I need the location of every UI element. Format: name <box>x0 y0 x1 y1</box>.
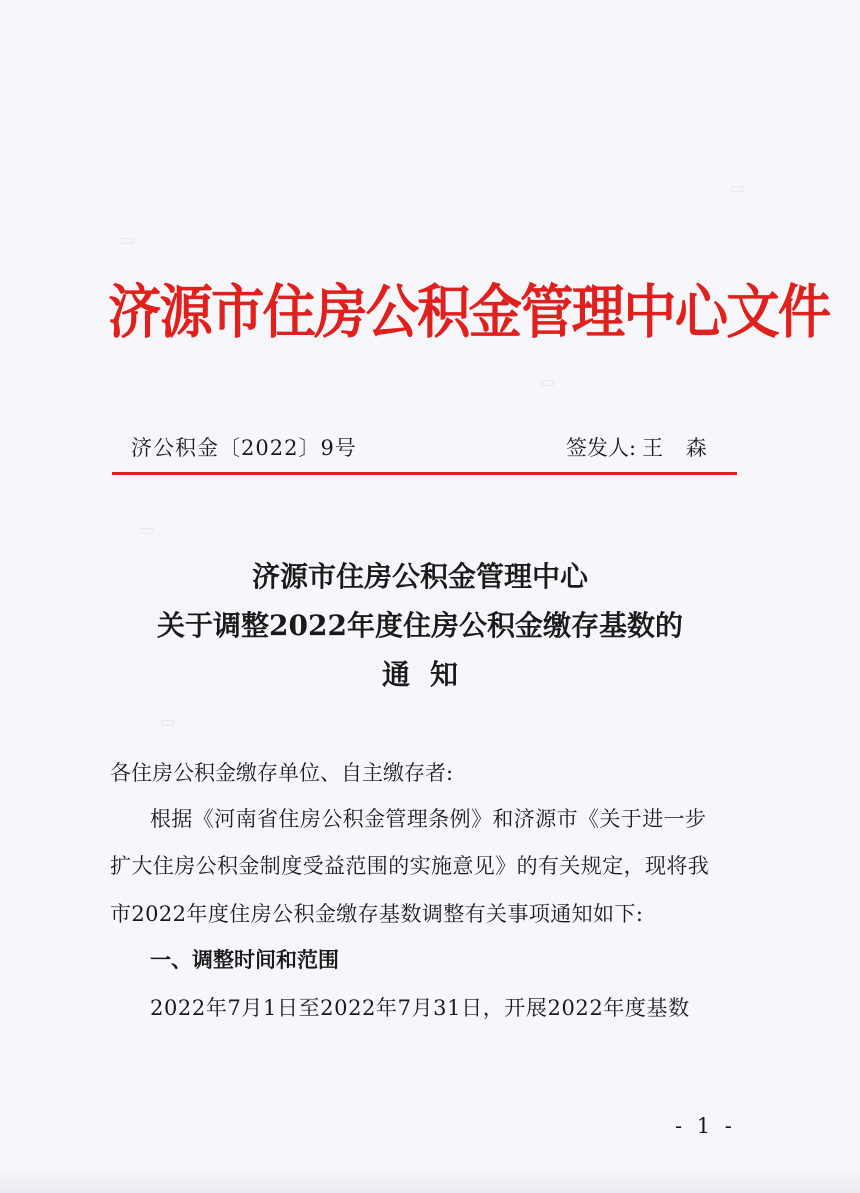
signer-block <box>566 432 715 462</box>
salutation: 各住房公积金缴存单位、自主缴存者: <box>110 761 454 785</box>
show-through-mark: ▭ <box>120 230 136 249</box>
paragraph-1-line-2: 扩大住房公积金制度受益范围的实施意见》的有关规定，现将我 <box>110 854 710 878</box>
notice-title-line-3: 通知 <box>381 658 478 691</box>
document-number: 济公积金〔2022〕9号 <box>131 436 357 460</box>
signer-name: 王 森 <box>642 436 715 460</box>
show-through-mark: ▭ <box>160 712 176 731</box>
page-number: - 1 - <box>675 1114 736 1138</box>
signer-label: 签发人: <box>566 436 637 460</box>
paragraph-2-line-1: 2022年7月1日至2022年7月31日，开展2022年度基数 <box>150 996 690 1020</box>
paragraph-1-line-1: 根据《河南省住房公积金管理条例》和济源市《关于进一步 <box>150 807 707 831</box>
scan-edge-shading <box>0 1165 860 1193</box>
notice-title-line-1: 济源市住房公积金管理中心 <box>251 560 588 593</box>
organization-header-title: 济源市住房公积金管理中心文件 <box>108 278 830 346</box>
paragraph-1-line-3: 市2022年度住房公积金缴存基数调整有关事项通知如下: <box>110 902 644 926</box>
show-through-mark: ▭ <box>140 520 156 539</box>
header-divider-red-rule <box>112 472 737 475</box>
notice-title-line-2: 关于调整2022年度住房公积金缴存基数的 <box>157 609 683 642</box>
show-through-mark: ▭ <box>730 178 746 197</box>
show-through-mark: ▭ <box>540 372 556 391</box>
section-1-heading: 一、调整时间和范围 <box>150 948 339 972</box>
